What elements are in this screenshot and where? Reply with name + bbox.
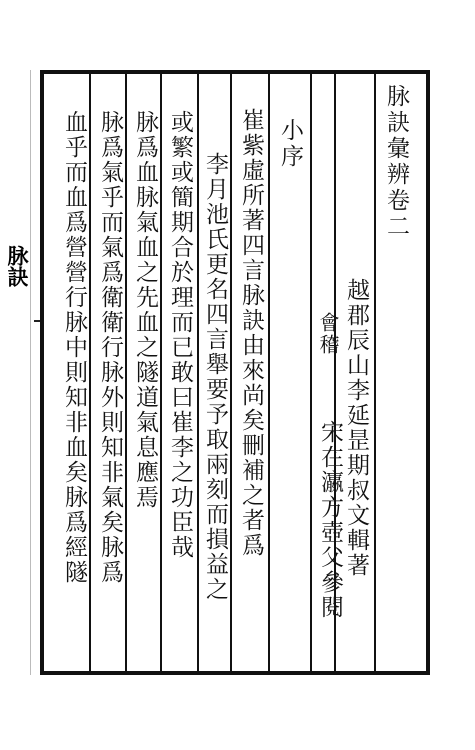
column-rule <box>125 70 127 675</box>
gutter-line <box>30 70 31 675</box>
fold-label: 脉訣 <box>5 245 30 287</box>
compiler-line: 宋在瀛方壺父參閱 <box>317 420 343 620</box>
place-line: 會稽 <box>316 312 340 356</box>
column-rule <box>374 70 376 675</box>
column-rule <box>230 70 232 675</box>
column-rule <box>160 70 162 675</box>
text-column: 崔紫虛所著四言脉訣由來尚矣刪補之者爲 <box>238 108 264 558</box>
section-title: 小序 <box>277 118 303 170</box>
text-column: 脉爲氣乎而氣爲衛衛行脉外則知非氣矣脉爲 <box>97 110 123 585</box>
author-line: 越郡辰山李延昰期叔文輯著 <box>343 278 369 578</box>
text-column: 血乎而血爲營營行脉中則知非血矣脉爲經隧 <box>61 110 87 585</box>
column-rule <box>268 70 270 675</box>
column-rule <box>89 70 91 675</box>
column-rule <box>310 70 312 675</box>
text-column: 李月池氏更名四言舉要予取兩刻而損益之 <box>202 152 228 602</box>
column-rule <box>197 70 199 675</box>
text-column: 或繁或簡期合於理而已敢曰崔李之功臣哉 <box>167 110 193 560</box>
volume-title: 脉訣彙辨卷二 <box>383 84 409 240</box>
text-column: 脉爲血脉氣血之先血之隧道氣息應焉 <box>132 110 158 510</box>
